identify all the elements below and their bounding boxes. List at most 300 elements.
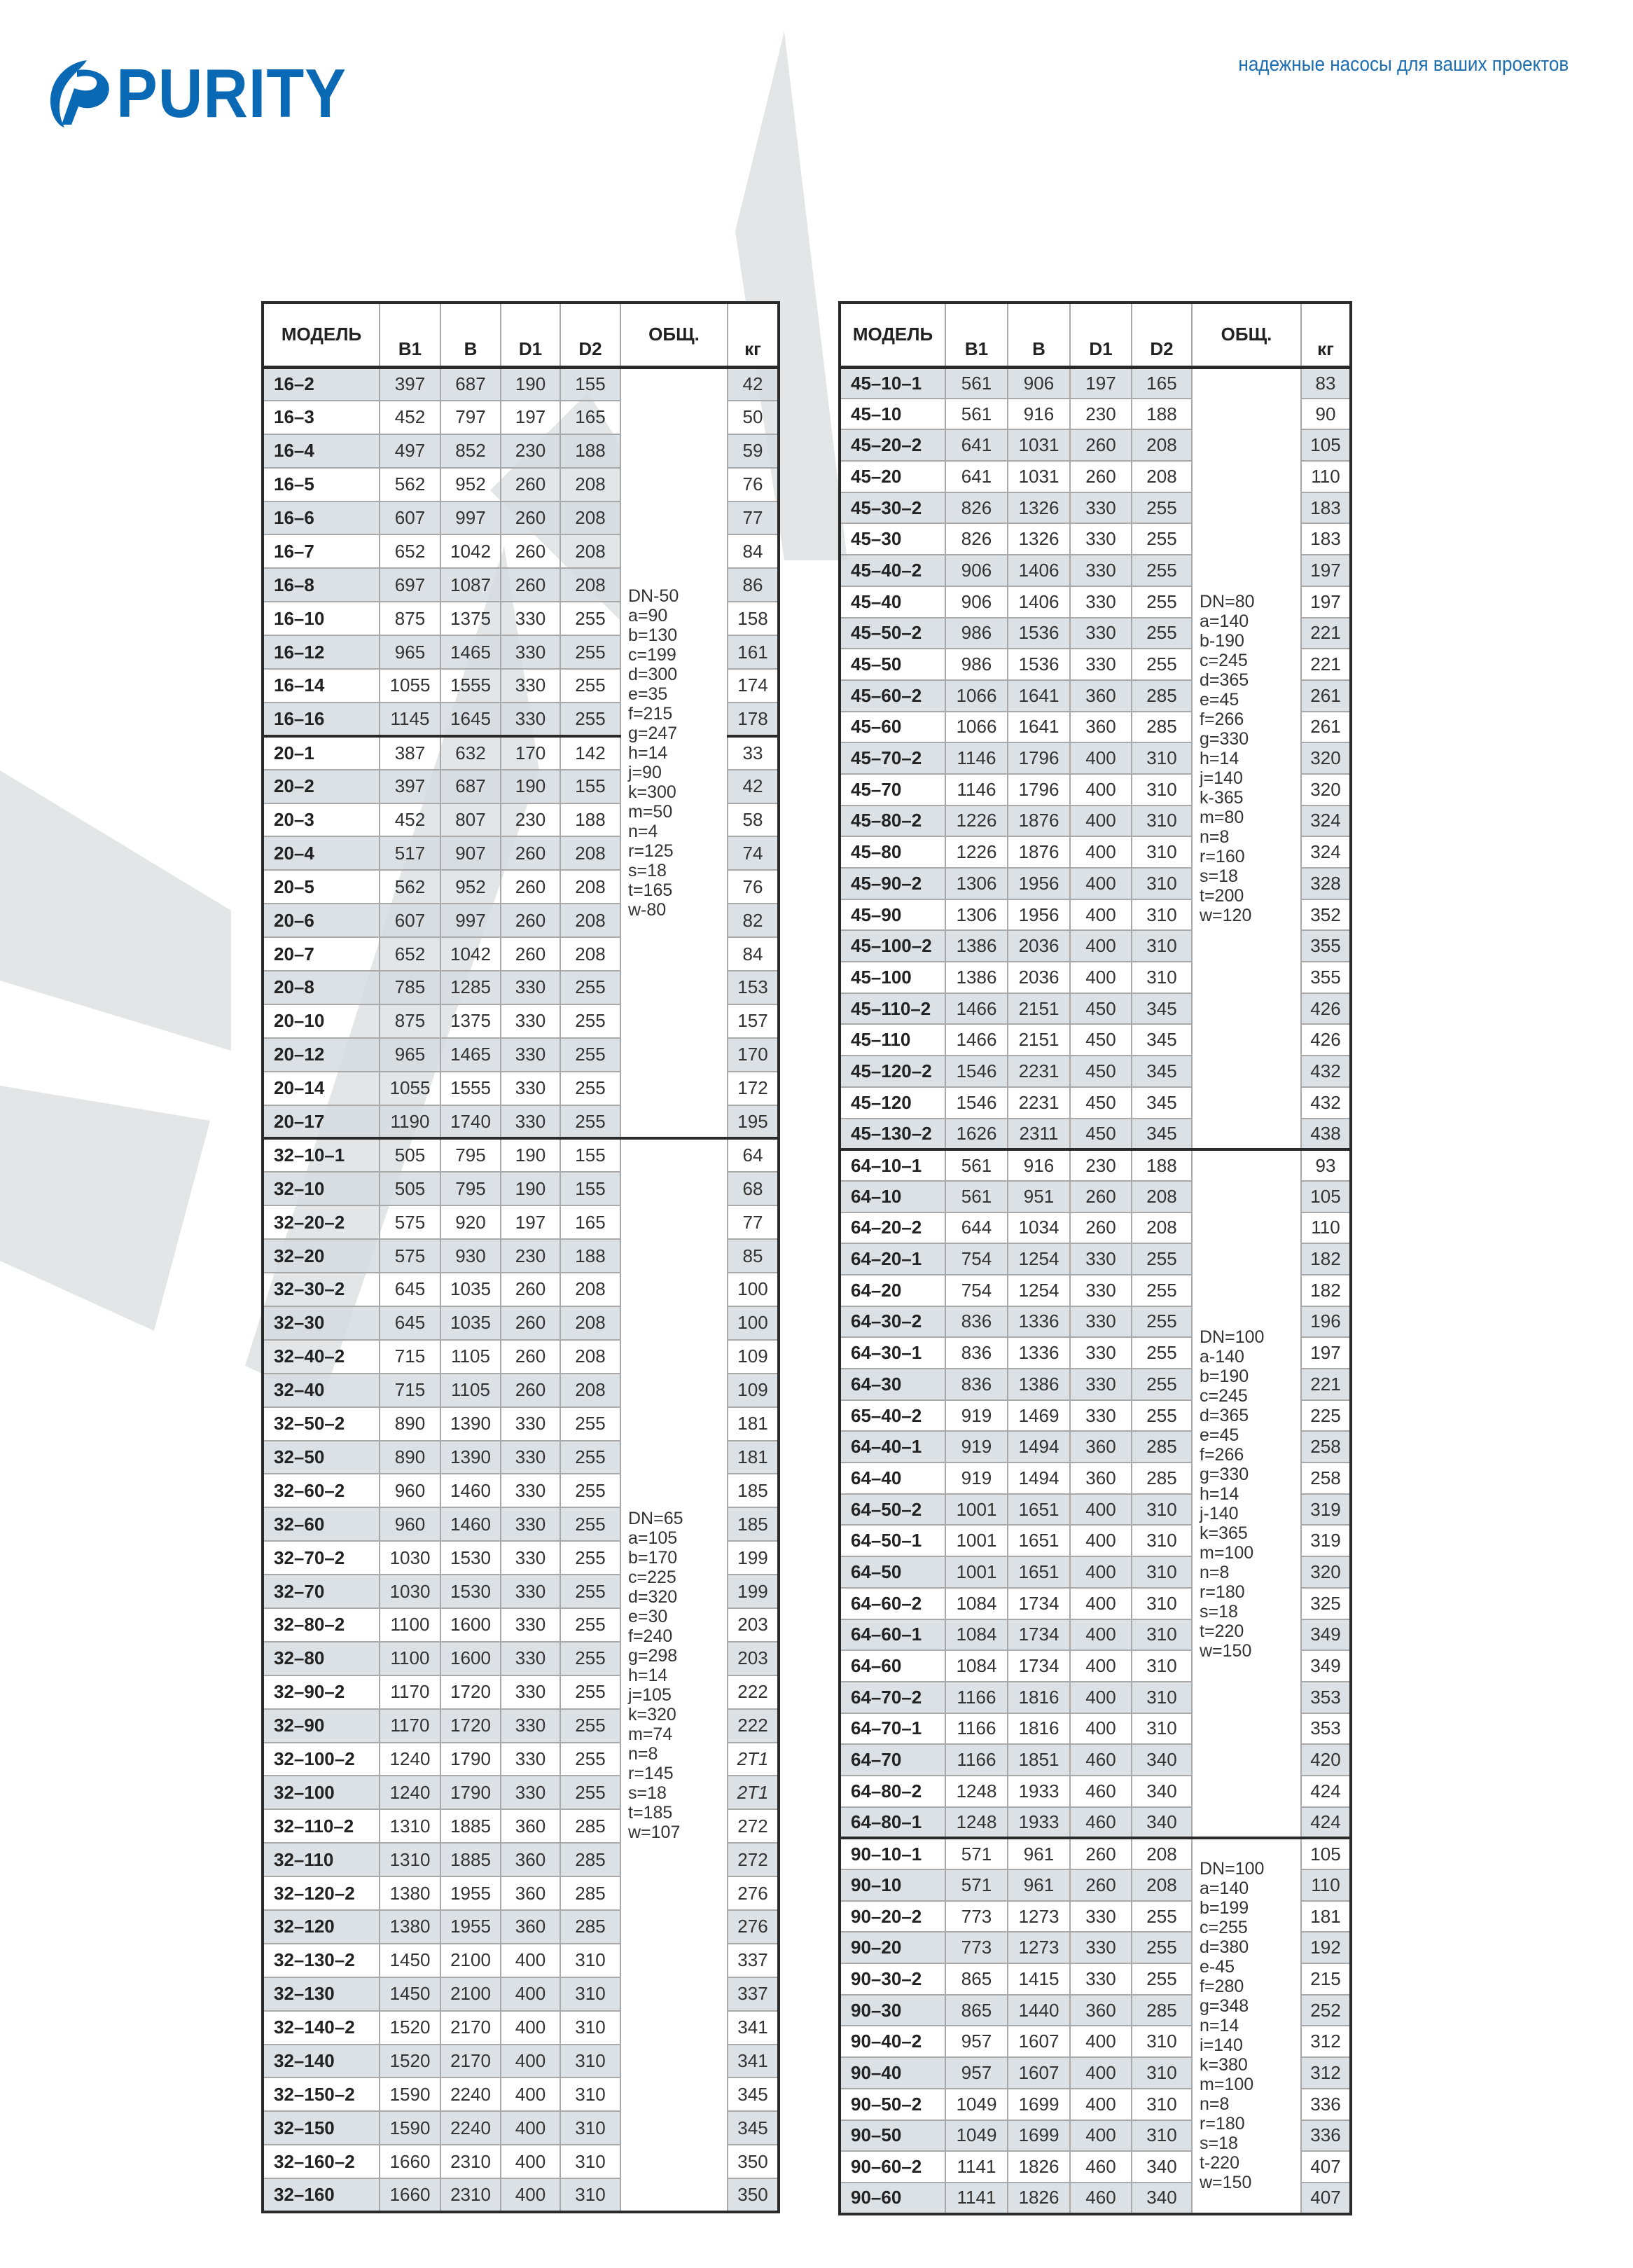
cell-model: 45–120 — [840, 1087, 945, 1119]
cell-d1: 260 — [1070, 1181, 1132, 1212]
cell-d1: 400 — [1070, 930, 1132, 962]
cell-d1: 400 — [1070, 868, 1132, 899]
table-row — [263, 1138, 779, 1172]
cell-d2: 340 — [1132, 1776, 1192, 1807]
cell-model: 45–60–2 — [840, 680, 945, 712]
cell-kg: 320 — [1301, 1556, 1351, 1588]
cell-d2: 208 — [560, 1273, 620, 1306]
cell-b1: 1240 — [380, 1776, 440, 1809]
cell-b1: 826 — [945, 523, 1008, 555]
cell-b1: 1166 — [945, 1682, 1008, 1713]
cell-b1: 986 — [945, 649, 1008, 680]
cell-model: 45–80–2 — [840, 805, 945, 837]
cell-d2: 255 — [560, 1407, 620, 1441]
cell-b1: 452 — [380, 401, 440, 434]
cell-kg: 261 — [1301, 712, 1351, 743]
cell-d2: 285 — [1132, 1995, 1192, 2026]
cell-b: 1285 — [440, 971, 501, 1004]
table-row — [840, 367, 1351, 399]
cell-d2: 155 — [560, 770, 620, 803]
cell-d2: 208 — [560, 836, 620, 870]
cell-b1: 960 — [380, 1507, 440, 1541]
cell-b: 1651 — [1008, 1525, 1070, 1556]
cell-model: 32–80 — [263, 1642, 380, 1675]
cell-kg: 197 — [1301, 1337, 1351, 1369]
cell-model: 32–40–2 — [263, 1340, 380, 1374]
dimension-line: b=190 — [1200, 1366, 1249, 1386]
dimension-line: j=140 — [1200, 768, 1243, 788]
dimension-line: r=160 — [1200, 846, 1245, 866]
cell-d2: 255 — [560, 1541, 620, 1575]
cell-d1: 330 — [501, 1743, 560, 1776]
cell-model: 64–70–1 — [840, 1713, 945, 1745]
cell-b1: 575 — [380, 1239, 440, 1273]
cell-d1: 400 — [1070, 836, 1132, 868]
cell-kg: 225 — [1301, 1400, 1351, 1432]
column-header-model: МОДЕЛЬ — [840, 303, 945, 367]
cell-kg: 221 — [1301, 1369, 1351, 1400]
cell-b1: 1146 — [945, 774, 1008, 805]
column-header-b1: B1 — [945, 303, 1008, 367]
cell-kg: 222 — [728, 1675, 779, 1709]
cell-b1: 1466 — [945, 1024, 1008, 1056]
cell-b: 961 — [1008, 1838, 1070, 1869]
cell-b1: 1248 — [945, 1776, 1008, 1807]
cell-d1: 450 — [1070, 1024, 1132, 1056]
cell-d1: 400 — [1070, 1682, 1132, 1713]
dimension-line: t=220 — [1200, 1621, 1244, 1641]
cell-d1: 400 — [501, 2045, 560, 2078]
dimension-line: a=140 — [1200, 1879, 1249, 1899]
cell-b1: 875 — [380, 1004, 440, 1038]
dimension-line: s=18 — [628, 860, 667, 880]
cell-kg: 203 — [728, 1642, 779, 1675]
cell-b: 1734 — [1008, 1588, 1070, 1619]
dimension-line: f=240 — [628, 1626, 673, 1646]
cell-b: 795 — [440, 1138, 501, 1172]
cell-common-dimensions — [620, 367, 728, 1138]
cell-kg: 182 — [1301, 1243, 1351, 1275]
dimension-line: n=4 — [628, 821, 658, 841]
cell-d2: 255 — [1132, 1932, 1192, 1963]
cell-d2: 310 — [560, 2111, 620, 2145]
cell-b: 1600 — [440, 1642, 501, 1675]
cell-kg: 328 — [1301, 868, 1351, 899]
cell-d2: 255 — [1132, 1337, 1192, 1369]
cell-d1: 400 — [1070, 742, 1132, 774]
cell-b1: 505 — [380, 1138, 440, 1172]
cell-kg: 185 — [728, 1474, 779, 1507]
cell-b1: 1055 — [380, 669, 440, 703]
dimension-line: g=330 — [1200, 1464, 1249, 1484]
cell-d1: 400 — [501, 1977, 560, 2011]
dimension-line: m=50 — [628, 801, 673, 822]
cell-b1: 865 — [945, 1995, 1008, 2026]
cell-model: 64–60–1 — [840, 1619, 945, 1651]
cell-model: 32–150 — [263, 2111, 380, 2145]
cell-d1: 330 — [501, 1709, 560, 1743]
cell-d1: 400 — [1070, 2057, 1132, 2089]
cell-d1: 260 — [501, 468, 560, 502]
cell-model: 64–10–1 — [840, 1149, 945, 1181]
purity-logo-icon — [43, 55, 120, 132]
cell-b1: 1166 — [945, 1713, 1008, 1745]
cell-d1: 400 — [501, 2111, 560, 2145]
cell-d2: 142 — [560, 736, 620, 770]
cell-model: 45–10 — [840, 399, 945, 430]
cell-b1: 1520 — [380, 2011, 440, 2045]
cell-model: 32–30 — [263, 1306, 380, 1340]
cell-d2: 208 — [1132, 1869, 1192, 1901]
cell-d2: 188 — [560, 803, 620, 837]
cell-b: 1641 — [1008, 680, 1070, 712]
table-row — [840, 1838, 1351, 1869]
cell-d1: 330 — [501, 1038, 560, 1072]
cell-b: 1034 — [1008, 1212, 1070, 1244]
cell-kg: 196 — [1301, 1306, 1351, 1338]
cell-d1: 460 — [1070, 1807, 1132, 1839]
cell-b1: 773 — [945, 1901, 1008, 1932]
cell-d1: 330 — [501, 1441, 560, 1474]
cell-b1: 1306 — [945, 899, 1008, 931]
cell-kg: 341 — [728, 2011, 779, 2045]
cell-kg: 345 — [728, 2111, 779, 2145]
cell-b1: 562 — [380, 468, 440, 502]
cell-d2: 255 — [560, 1675, 620, 1709]
cell-d1: 360 — [501, 1843, 560, 1876]
cell-kg: 337 — [728, 1977, 779, 2011]
cell-d2: 255 — [1132, 492, 1192, 524]
cell-b: 852 — [440, 434, 501, 468]
cell-b: 1826 — [1008, 2183, 1070, 2214]
cell-kg: 426 — [1301, 993, 1351, 1025]
dimension-line: DN=80 — [1200, 591, 1255, 611]
cell-b1: 1141 — [945, 2183, 1008, 2214]
cell-d2: 208 — [560, 1340, 620, 1374]
dimension-line: r=180 — [1200, 2114, 1245, 2134]
cell-d2: 208 — [560, 904, 620, 937]
cell-kg: 312 — [1301, 2057, 1351, 2089]
cell-b: 1375 — [440, 1004, 501, 1038]
cell-b1: 773 — [945, 1932, 1008, 1963]
cell-b1: 1030 — [380, 1575, 440, 1608]
cell-kg: 195 — [728, 1105, 779, 1139]
cell-kg: 197 — [1301, 586, 1351, 618]
cell-d1: 450 — [1070, 1087, 1132, 1119]
cell-kg: 337 — [728, 1944, 779, 1977]
cell-d2: 285 — [1132, 680, 1192, 712]
cell-b: 1460 — [440, 1474, 501, 1507]
cell-kg: 84 — [728, 937, 779, 971]
dimension-line: w=107 — [628, 1822, 681, 1842]
cell-model: 16–7 — [263, 534, 380, 568]
dimension-line: k=300 — [628, 782, 676, 802]
cell-d2: 310 — [1132, 1713, 1192, 1745]
cell-kg: 324 — [1301, 836, 1351, 868]
cell-b1: 1226 — [945, 805, 1008, 837]
cell-kg: 353 — [1301, 1682, 1351, 1713]
cell-model: 32–150–2 — [263, 2077, 380, 2111]
cell-b: 1955 — [440, 1910, 501, 1944]
cell-b: 1607 — [1008, 2057, 1070, 2089]
cell-b1: 1386 — [945, 930, 1008, 962]
cell-kg: 258 — [1301, 1463, 1351, 1494]
cell-kg: 252 — [1301, 1995, 1351, 2026]
cell-kg: 355 — [1301, 930, 1351, 962]
cell-model: 45–20 — [840, 461, 945, 492]
cell-d2: 255 — [560, 635, 620, 669]
dimension-line: n=8 — [1200, 2094, 1230, 2115]
cell-d1: 330 — [501, 1608, 560, 1642]
cell-d1: 330 — [501, 669, 560, 703]
cell-b1: 1001 — [945, 1494, 1008, 1526]
dimension-line: m=74 — [628, 1724, 673, 1744]
cell-kg: 272 — [728, 1809, 779, 1843]
cell-kg: 181 — [728, 1407, 779, 1441]
cell-d2: 208 — [560, 870, 620, 904]
cell-d2: 255 — [560, 1038, 620, 1072]
cell-d1: 330 — [501, 1072, 560, 1105]
cell-model: 45–130–2 — [840, 1119, 945, 1150]
cell-b1: 1084 — [945, 1619, 1008, 1651]
cell-d1: 260 — [501, 1273, 560, 1306]
cell-kg: 93 — [1301, 1149, 1351, 1181]
cell-b: 1494 — [1008, 1431, 1070, 1463]
column-header-d1: D1 — [501, 303, 560, 367]
cell-kg: 352 — [1301, 899, 1351, 931]
cell-kg: 407 — [1301, 2151, 1351, 2183]
cell-b1: 836 — [945, 1306, 1008, 1338]
cell-d1: 400 — [1070, 1619, 1132, 1651]
cell-d2: 310 — [1132, 2120, 1192, 2152]
cell-d2: 310 — [1132, 742, 1192, 774]
cell-b1: 561 — [945, 1181, 1008, 1212]
cell-model: 45–120–2 — [840, 1056, 945, 1087]
cell-d1: 400 — [1070, 2120, 1132, 2152]
cell-d1: 197 — [1070, 367, 1132, 399]
spec-table-left — [261, 301, 780, 2213]
cell-d2: 208 — [560, 1374, 620, 1407]
cell-b1: 641 — [945, 461, 1008, 492]
cell-b: 807 — [440, 803, 501, 837]
cell-kg: 258 — [1301, 1431, 1351, 1463]
dimension-line: k-365 — [1200, 787, 1244, 808]
cell-d2: 188 — [1132, 1149, 1192, 1181]
cell-b: 2100 — [440, 1944, 501, 1977]
cell-b: 1734 — [1008, 1650, 1070, 1682]
cell-b1: 986 — [945, 618, 1008, 649]
cell-b1: 1170 — [380, 1675, 440, 1709]
cell-d1: 330 — [1070, 523, 1132, 555]
cell-d2: 285 — [560, 1910, 620, 1944]
cell-b1: 1626 — [945, 1119, 1008, 1150]
cell-d2: 345 — [1132, 993, 1192, 1025]
cell-d2: 255 — [1132, 523, 1192, 555]
cell-kg: 33 — [728, 736, 779, 770]
cell-common-dimensions — [1192, 1838, 1301, 2213]
cell-b: 1956 — [1008, 868, 1070, 899]
cell-kg: 42 — [728, 367, 779, 401]
cell-model: 45–50–2 — [840, 618, 945, 649]
cell-kg: 185 — [728, 1507, 779, 1541]
cell-d2: 310 — [1132, 1588, 1192, 1619]
cell-d2: 208 — [1132, 1181, 1192, 1212]
cell-b: 1851 — [1008, 1744, 1070, 1776]
cell-b: 916 — [1008, 1149, 1070, 1181]
dimension-line: DN=100 — [1200, 1859, 1265, 1879]
dimension-line: e-45 — [1200, 1957, 1235, 1977]
cell-d1: 230 — [501, 434, 560, 468]
cell-d1: 360 — [501, 1910, 560, 1944]
cell-kg: 42 — [728, 770, 779, 803]
cell-b: 2310 — [440, 2178, 501, 2212]
cell-b1: 397 — [380, 367, 440, 401]
dimension-line: j-140 — [1200, 1503, 1239, 1523]
cell-d1: 400 — [1070, 805, 1132, 837]
cell-b1: 1546 — [945, 1087, 1008, 1119]
dimension-line: b=170 — [628, 1547, 678, 1568]
cell-d1: 360 — [501, 1876, 560, 1910]
cell-kg: 174 — [728, 669, 779, 703]
cell-b1: 785 — [380, 971, 440, 1004]
cell-d2: 310 — [560, 1977, 620, 2011]
cell-b1: 1170 — [380, 1709, 440, 1743]
cell-d1: 260 — [501, 1306, 560, 1340]
cell-d1: 330 — [1070, 1306, 1132, 1338]
cell-d2: 155 — [560, 1138, 620, 1172]
cell-model: 32–110–2 — [263, 1809, 380, 1843]
cell-b: 930 — [440, 1239, 501, 1273]
cell-kg: 420 — [1301, 1744, 1351, 1776]
cell-d1: 330 — [1070, 1337, 1132, 1369]
cell-kg: 2T1 — [728, 1776, 779, 1809]
cell-d2: 255 — [1132, 586, 1192, 618]
cell-b: 1390 — [440, 1407, 501, 1441]
cell-d1: 260 — [501, 836, 560, 870]
dimension-line: w=150 — [1200, 1640, 1252, 1661]
dimension-line: m=100 — [1200, 2075, 1254, 2095]
cell-b1: 1049 — [945, 2089, 1008, 2120]
cell-b1: 1240 — [380, 1743, 440, 1776]
cell-d2: 255 — [1132, 1243, 1192, 1275]
cell-b1: 505 — [380, 1172, 440, 1205]
dimension-line: b-190 — [1200, 630, 1244, 651]
dimension-line: t=185 — [628, 1802, 673, 1823]
cell-kg: 272 — [728, 1843, 779, 1876]
cell-d2: 340 — [1132, 1807, 1192, 1839]
cell-b: 1254 — [1008, 1243, 1070, 1275]
cell-model: 20–12 — [263, 1038, 380, 1072]
cell-b: 1375 — [440, 602, 501, 635]
cell-model: 32–50–2 — [263, 1407, 380, 1441]
cell-b: 2100 — [440, 1977, 501, 2011]
cell-b1: 1660 — [380, 2145, 440, 2178]
dimension-line: w-80 — [628, 899, 667, 920]
cell-b: 1336 — [1008, 1337, 1070, 1369]
cell-model: 65–40–2 — [840, 1400, 945, 1432]
cell-b1: 1310 — [380, 1843, 440, 1876]
cell-d2: 255 — [560, 669, 620, 703]
cell-b1: 754 — [945, 1275, 1008, 1306]
cell-b: 1273 — [1008, 1901, 1070, 1932]
cell-d2: 310 — [560, 2178, 620, 2212]
cell-d2: 255 — [1132, 1400, 1192, 1432]
cell-b1: 652 — [380, 937, 440, 971]
cell-b: 1530 — [440, 1541, 501, 1575]
cell-d1: 360 — [1070, 1995, 1132, 2026]
cell-d1: 330 — [1070, 1963, 1132, 1995]
dimension-line: m=100 — [1200, 1542, 1254, 1563]
cell-model: 45–20–2 — [840, 429, 945, 461]
cell-b: 1796 — [1008, 742, 1070, 774]
cell-d1: 360 — [1070, 1463, 1132, 1494]
cell-kg: 319 — [1301, 1525, 1351, 1556]
cell-model: 64–20–1 — [840, 1243, 945, 1275]
cell-b: 1087 — [440, 568, 501, 602]
cell-model: 16–6 — [263, 502, 380, 535]
cell-model: 64–40–1 — [840, 1431, 945, 1463]
dimension-line: h=14 — [1200, 748, 1239, 768]
cell-kg: 50 — [728, 401, 779, 434]
cell-b1: 1066 — [945, 680, 1008, 712]
cell-b: 2311 — [1008, 1119, 1070, 1150]
cell-d2: 255 — [1132, 1901, 1192, 1932]
cell-d2: 255 — [560, 971, 620, 1004]
column-header-d1: D1 — [1070, 303, 1132, 367]
cell-b1: 919 — [945, 1463, 1008, 1494]
cell-common-dimensions — [1192, 1149, 1301, 1838]
column-header-common: ОБЩ. — [620, 303, 728, 367]
spec-table-right — [838, 301, 1352, 2215]
cell-kg: 181 — [1301, 1901, 1351, 1932]
cell-b1: 1380 — [380, 1876, 440, 1910]
cell-b1: 957 — [945, 2026, 1008, 2057]
cell-d1: 330 — [1070, 618, 1132, 649]
cell-b1: 1590 — [380, 2077, 440, 2111]
cell-b: 1651 — [1008, 1556, 1070, 1588]
cell-model: 45–70–2 — [840, 742, 945, 774]
cell-d1: 400 — [501, 2011, 560, 2045]
cell-d2: 255 — [560, 602, 620, 635]
cell-model: 64–70–2 — [840, 1682, 945, 1713]
dimension-line: a-140 — [1200, 1346, 1244, 1367]
cell-model: 16–3 — [263, 401, 380, 434]
cell-kg: 261 — [1301, 680, 1351, 712]
cell-model: 45–100–2 — [840, 930, 945, 962]
cell-model: 32–60–2 — [263, 1474, 380, 1507]
cell-d2: 310 — [1132, 1682, 1192, 1713]
cell-d2: 310 — [560, 2145, 620, 2178]
cell-b: 632 — [440, 736, 501, 770]
cell-d2: 208 — [1132, 1838, 1192, 1869]
dimension-line: t=200 — [1200, 885, 1244, 906]
cell-b1: 1030 — [380, 1541, 440, 1575]
dimension-line: c=255 — [1200, 1918, 1248, 1938]
dimension-line: a=90 — [628, 605, 668, 625]
cell-d2: 255 — [1132, 618, 1192, 649]
cell-kg: 82 — [728, 904, 779, 937]
cell-d1: 460 — [1070, 1744, 1132, 1776]
cell-d2: 208 — [560, 1306, 620, 1340]
cell-kg: 276 — [728, 1910, 779, 1944]
cell-b1: 875 — [380, 602, 440, 635]
cell-b: 1790 — [440, 1776, 501, 1809]
dimension-line: d=320 — [628, 1586, 678, 1607]
cell-b: 951 — [1008, 1181, 1070, 1212]
cell-d1: 260 — [501, 1340, 560, 1374]
cell-d1: 400 — [1070, 2026, 1132, 2057]
cell-b: 1651 — [1008, 1494, 1070, 1526]
